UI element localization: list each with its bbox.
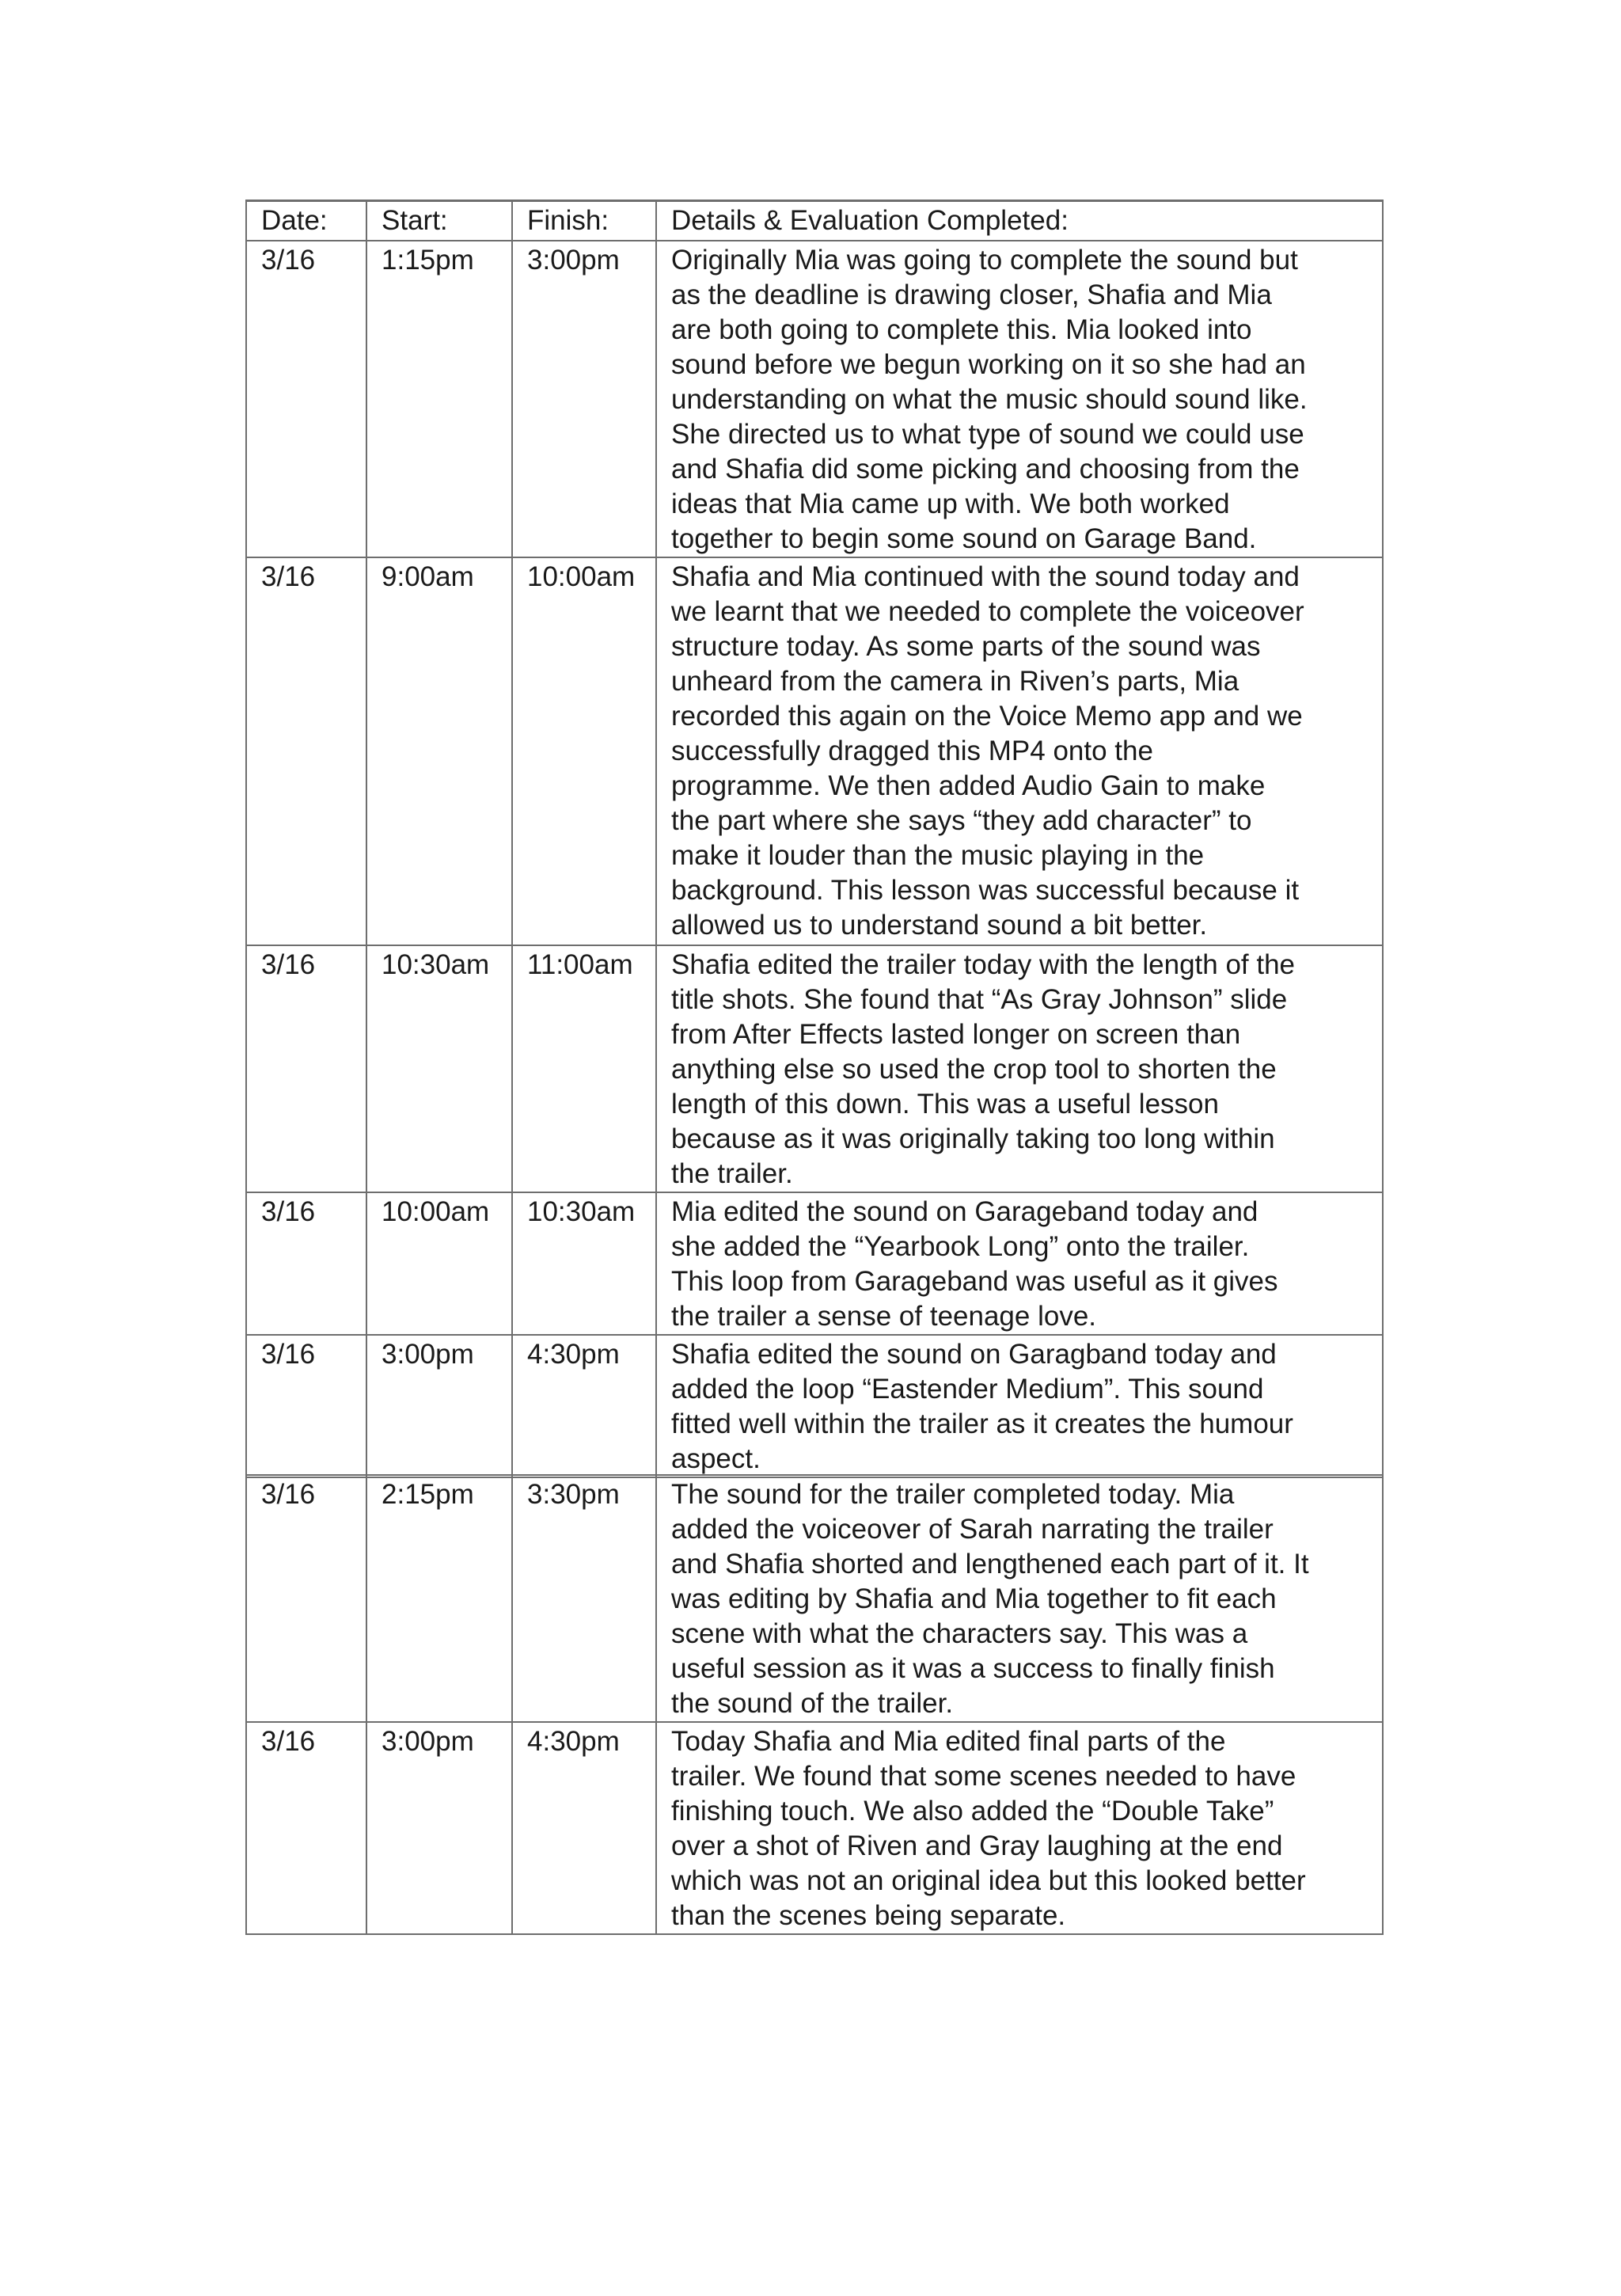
date-cell: 3/16 [246, 241, 366, 557]
start-cell: 10:30am [366, 945, 512, 1192]
details-cell: Shafia edited the sound on Garagband today and added the loop “Eastender Medium”. This sound fitted well within the trailer as it creates the humour aspect. [656, 1335, 1383, 1477]
date-cell: 3/16 [246, 1335, 366, 1477]
date-header: Date: [246, 201, 366, 241]
date-cell: 3/16 [246, 1192, 366, 1335]
production-log-table-continued [245, 1474, 1384, 1935]
finish-cell: 10:30am [512, 1192, 656, 1335]
start-cell: 3:00pm [366, 1335, 512, 1477]
finish-cell: 11:00am [512, 945, 656, 1192]
details-cell: Shafia edited the trailer today with the length of the title shots. She found that “As Gray Johnson” slide from After Effects lasted longer on screen than anything else so used the crop tool to shorten the length of this down. This was a useful lesson because as it was originally taking too long within the trailer. [656, 945, 1383, 1192]
table-row [246, 945, 1383, 1192]
start-cell: 1:15pm [366, 241, 512, 557]
finish-header: Finish: [512, 201, 656, 241]
finish-cell: 3:30pm [512, 1475, 656, 1722]
production-log-table [245, 200, 1384, 1478]
table-row [246, 1722, 1383, 1934]
details-cell: Shafia and Mia continued with the sound today and we learnt that we needed to complete the voiceover structure today. As some parts of the sound was unheard from the camera in Riven’s parts, Mia recorded this again on the Voice Memo app and we successfully dragged this MP4 onto the programme. We then added Audio Gain to make the part where she says “they add character” to make it louder than the music playing in the background. This lesson was successful because it allowed us to understand sound a bit better. [656, 557, 1383, 945]
start-cell: 2:15pm [366, 1475, 512, 1722]
date-cell: 3/16 [246, 1722, 366, 1934]
details-header: Details & Evaluation Completed: [656, 201, 1383, 241]
table-row [246, 1192, 1383, 1335]
date-cell: 3/16 [246, 1475, 366, 1722]
details-cell: Originally Mia was going to complete the sound but as the deadline is drawing closer, Shafia and Mia are both going to complete this. Mia looked into sound before we begun working on it so she had an understanding on what the music should sound like. She directed us to what type of sound we could use and Shafia did some picking and choosing from the ideas that Mia came up with. We both worked together to begin some sound on Garage Band. [656, 241, 1383, 557]
table-row [246, 241, 1383, 557]
table-row [246, 1475, 1383, 1722]
finish-cell: 3:00pm [512, 241, 656, 557]
finish-cell: 10:00am [512, 557, 656, 945]
date-cell: 3/16 [246, 557, 366, 945]
date-cell: 3/16 [246, 945, 366, 1192]
table-row [246, 1335, 1383, 1477]
finish-cell: 4:30pm [512, 1722, 656, 1934]
start-cell: 3:00pm [366, 1722, 512, 1934]
table-row [246, 557, 1383, 945]
details-cell: Mia edited the sound on Garageband today and she added the “Yearbook Long” onto the trailer. This loop from Garageband was useful as it gives the trailer a sense of teenage love. [656, 1192, 1383, 1335]
start-cell: 10:00am [366, 1192, 512, 1335]
start-header: Start: [366, 201, 512, 241]
finish-cell: 4:30pm [512, 1335, 656, 1477]
details-cell: Today Shafia and Mia edited final parts of the trailer. We found that some scenes needed to have finishing touch. We also added the “Double Take” over a shot of Riven and Gray laughing at the end which was not an original idea but this looked better than the scenes being separate. [656, 1722, 1383, 1934]
table-header-row [246, 201, 1383, 241]
start-cell: 9:00am [366, 557, 512, 945]
details-cell: The sound for the trailer completed today. Mia added the voiceover of Sarah narrating the trailer and Shafia shorted and lengthened each part of it. It was editing by Shafia and Mia together to fit each scene with what the characters say. This was a useful session as it was a success to finally finish the sound of the trailer. [656, 1475, 1383, 1722]
